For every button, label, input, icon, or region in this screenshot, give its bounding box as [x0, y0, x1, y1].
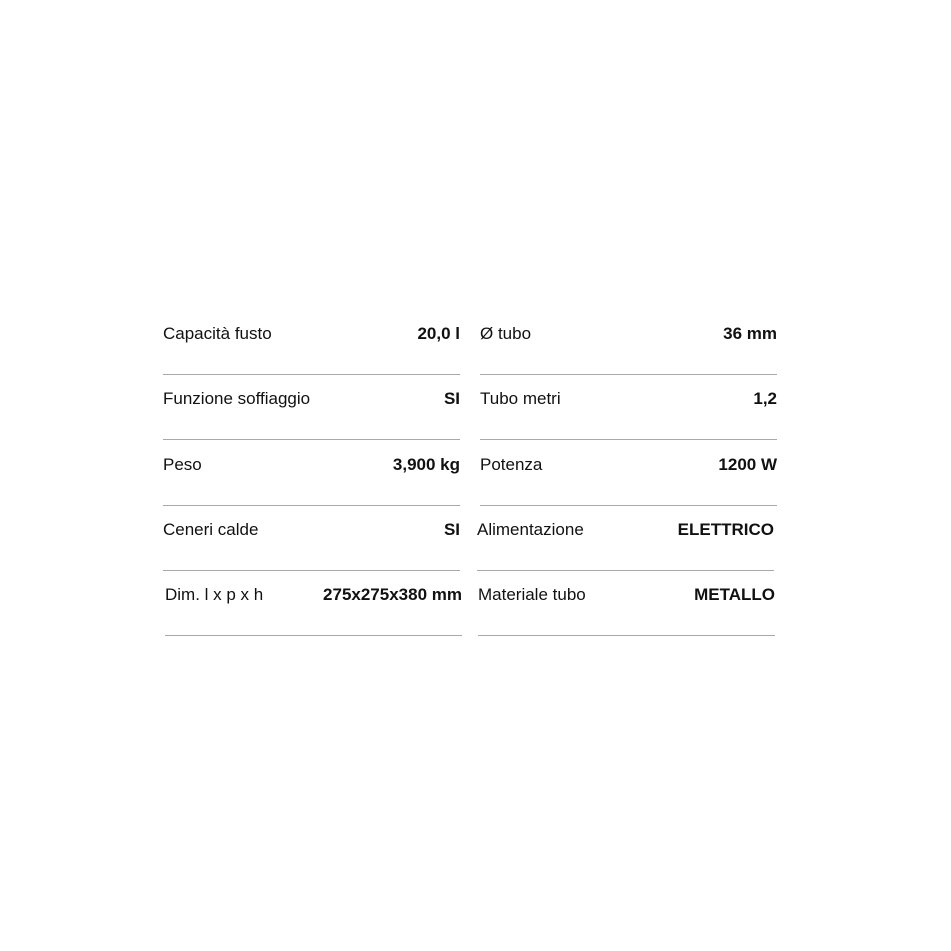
spec-row-potenza	[480, 441, 777, 506]
spec-row-ceneri-calde	[163, 506, 460, 571]
spec-row-dimensioni	[165, 571, 462, 636]
spec-row-alimentazione	[477, 506, 774, 571]
spec-value: METALLO	[694, 585, 775, 604]
spec-value: 36 mm	[723, 324, 777, 343]
spec-value: ELETTRICO	[677, 520, 774, 539]
spec-value: 20,0 l	[417, 324, 460, 343]
spec-label: Capacità fusto	[163, 324, 272, 343]
spec-row-diametro-tubo	[480, 310, 777, 375]
spec-row-peso	[163, 441, 460, 506]
spec-label: Funzione soffiaggio	[163, 389, 311, 408]
spec-label: Dim. l x p x h	[165, 585, 264, 604]
spec-label: Peso	[163, 455, 202, 474]
spec-label: Ceneri calde	[163, 520, 259, 539]
spec-row-materiale-tubo	[478, 571, 775, 636]
spec-row-capacita-fusto	[163, 310, 460, 375]
spec-label: Potenza	[480, 455, 543, 474]
spec-value: SI	[443, 389, 460, 408]
spec-value: 3,900 kg	[392, 455, 460, 474]
spec-value: 275x275x380 mm	[323, 585, 462, 604]
spec-row-funzione-soffiaggio	[163, 375, 460, 440]
spec-label: Alimentazione	[477, 520, 584, 539]
spec-label: Tubo metri	[480, 389, 561, 408]
spec-value: 1200 W	[718, 455, 777, 474]
spec-label: Materiale tubo	[478, 585, 586, 604]
spec-row-tubo-metri	[480, 375, 777, 440]
spec-value: 1,2	[753, 389, 777, 408]
spec-label: Ø tubo	[480, 324, 532, 343]
spec-value: SI	[443, 520, 460, 539]
